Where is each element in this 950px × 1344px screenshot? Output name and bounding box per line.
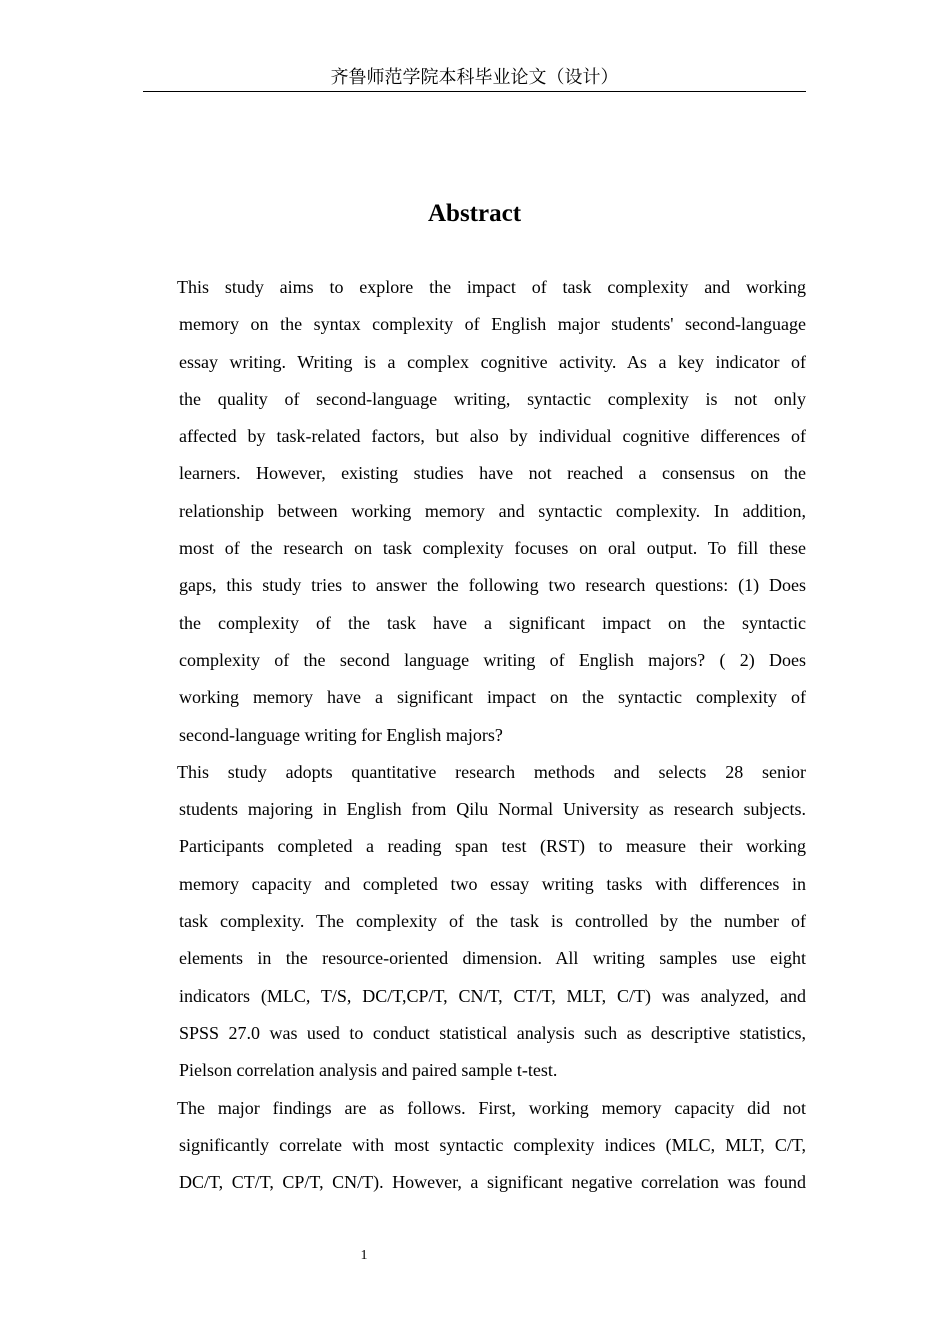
text-line: affected by task-related factors, but also by individual cognitive differences of bbox=[179, 426, 806, 447]
text-line: This study adopts quantitative research methods and selects 28 senior bbox=[177, 761, 806, 782]
text-line: elements in the resource-oriented dimension. All writing samples use eight bbox=[179, 948, 806, 969]
text-line: relationship between working memory and syntactic complexity. In addition, bbox=[179, 500, 806, 521]
text-line: Participants completed a reading span test (RST) to measure their working bbox=[179, 836, 806, 857]
text-line: working memory have a significant impact on the syntactic complexity of bbox=[179, 687, 806, 708]
running-header: 齐鲁师范学院本科毕业论文（设计） bbox=[330, 67, 619, 88]
abstract-paragraph-3 bbox=[143, 1090, 806, 1202]
text-line: DC/T, CT/T, CP/T, CN/T). However, a significant negative correlation was found bbox=[179, 1172, 806, 1193]
text-line: SPSS 27.0 was used to conduct statistical analysis such as descriptive statistics, bbox=[179, 1022, 806, 1043]
abstract-title: Abstract bbox=[427, 200, 522, 227]
page-number: 1 bbox=[360, 1248, 368, 1263]
text-line: indicators (MLC, T/S, DC/T,CP/T, CN/T, CT/T, MLT, C/T) was analyzed, and bbox=[179, 985, 806, 1006]
text-line: complexity of the second language writing of English majors? ( 2) Does bbox=[179, 649, 806, 670]
text-line: the quality of second-language writing, syntactic complexity is not only bbox=[179, 388, 806, 409]
header-rule bbox=[143, 91, 806, 92]
text-line: second-language writing for English majors? bbox=[179, 724, 503, 745]
text-line: Pielson correlation analysis and paired sample t-test. bbox=[179, 1060, 558, 1081]
abstract-paragraph-2 bbox=[143, 754, 806, 1090]
text-line: the complexity of the task have a significant impact on the syntactic bbox=[179, 612, 806, 633]
text-line: memory on the syntax complexity of English major students' second-language bbox=[179, 314, 806, 335]
text-line: memory capacity and completed two essay writing tasks with differences in bbox=[179, 873, 806, 894]
text-line: most of the research on task complexity focuses on oral output. To fill these bbox=[179, 538, 806, 559]
text-line: students majoring in English from Qilu Normal University as research subjects. bbox=[179, 799, 806, 820]
text-line: The major findings are as follows. First, working memory capacity did not bbox=[177, 1097, 806, 1118]
text-line: This study aims to explore the impact of task complexity and working bbox=[177, 277, 806, 297]
text-line: significantly correlate with most syntactic complexity indices (MLC, MLT, C/T, bbox=[179, 1134, 806, 1155]
text-line: task complexity. The complexity of the task is controlled by the number of bbox=[179, 911, 806, 932]
text-line: learners. However, existing studies have not reached a consensus on the bbox=[179, 463, 806, 484]
text-line: essay writing. Writing is a complex cognitive activity. As a key indicator of bbox=[179, 351, 806, 372]
abstract-body bbox=[143, 269, 806, 1201]
text-line: gaps, this study tries to answer the following two research questions: (1) Does bbox=[179, 575, 806, 596]
abstract-paragraph-1 bbox=[143, 269, 806, 754]
